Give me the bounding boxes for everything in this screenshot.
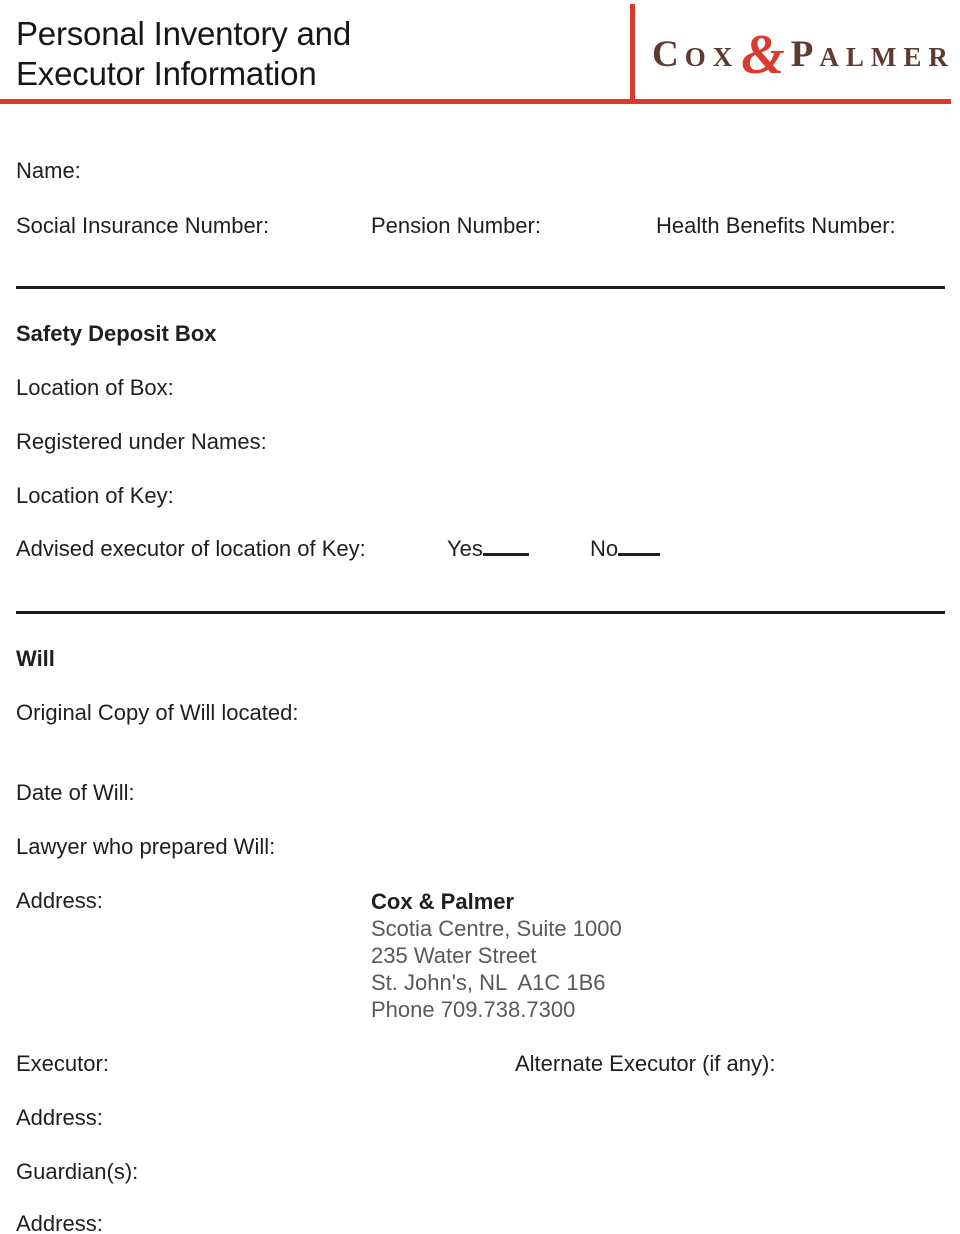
page-title-line2: Executor Information	[16, 55, 317, 92]
section-divider-1	[16, 286, 945, 289]
yes-blank-line	[483, 549, 529, 556]
location-of-box-label: Location of Box:	[16, 375, 174, 400]
logo-palmer-rest: ALMER	[819, 42, 955, 72]
alternate-executor-label: Alternate Executor (if any):	[515, 1051, 776, 1076]
no-blank-line	[618, 549, 660, 556]
header-rule	[0, 99, 951, 104]
section-divider-2	[16, 611, 945, 614]
name-label: Name:	[16, 158, 81, 183]
yes-label: Yes	[447, 536, 483, 561]
health-benefits-label: Health Benefits Number:	[656, 213, 896, 238]
page-title-line1: Personal Inventory and	[16, 15, 351, 52]
advised-executor-label: Advised executor of location of Key:	[16, 536, 366, 561]
lawyer-address-label: Address:	[16, 888, 103, 913]
sin-label: Social Insurance Number:	[16, 213, 270, 238]
yes-option	[447, 536, 529, 562]
firm-address-line: Scotia Centre, Suite 1000	[371, 916, 622, 941]
executor-label: Executor:	[16, 1051, 109, 1076]
executor-address-label: Address:	[16, 1105, 103, 1130]
no-option	[590, 536, 660, 562]
logo-cox-rest: OX	[684, 42, 740, 72]
firm-address-line: Phone 709.738.7300	[371, 997, 576, 1022]
lawyer-label: Lawyer who prepared Will:	[16, 834, 276, 859]
logo-ampersand: &	[741, 24, 785, 86]
registered-under-names-label: Registered under Names:	[16, 429, 267, 454]
guardians-label: Guardian(s):	[16, 1159, 139, 1184]
page-title	[16, 14, 351, 94]
safety-deposit-box-heading: Safety Deposit Box	[16, 321, 217, 346]
firm-address-line: St. John's, NL A1C 1B6	[371, 970, 606, 995]
location-of-key-label: Location of Key:	[16, 483, 174, 508]
firm-name: Cox & Palmer	[371, 889, 515, 914]
logo-palmer-initial: P	[790, 34, 820, 75]
logo-cox-initial: C	[652, 34, 685, 75]
cox-palmer-logo	[652, 16, 955, 86]
date-of-will-label: Date of Will:	[16, 780, 135, 805]
original-copy-label: Original Copy of Will located:	[16, 700, 299, 725]
firm-address-block	[371, 888, 622, 1023]
no-label: No	[590, 536, 619, 561]
will-heading: Will	[16, 646, 55, 671]
logo-vertical-divider	[630, 4, 635, 101]
guardians-address-label: Address:	[16, 1211, 103, 1234]
firm-address-line: 235 Water Street	[371, 943, 537, 968]
pension-number-label: Pension Number:	[371, 213, 541, 238]
